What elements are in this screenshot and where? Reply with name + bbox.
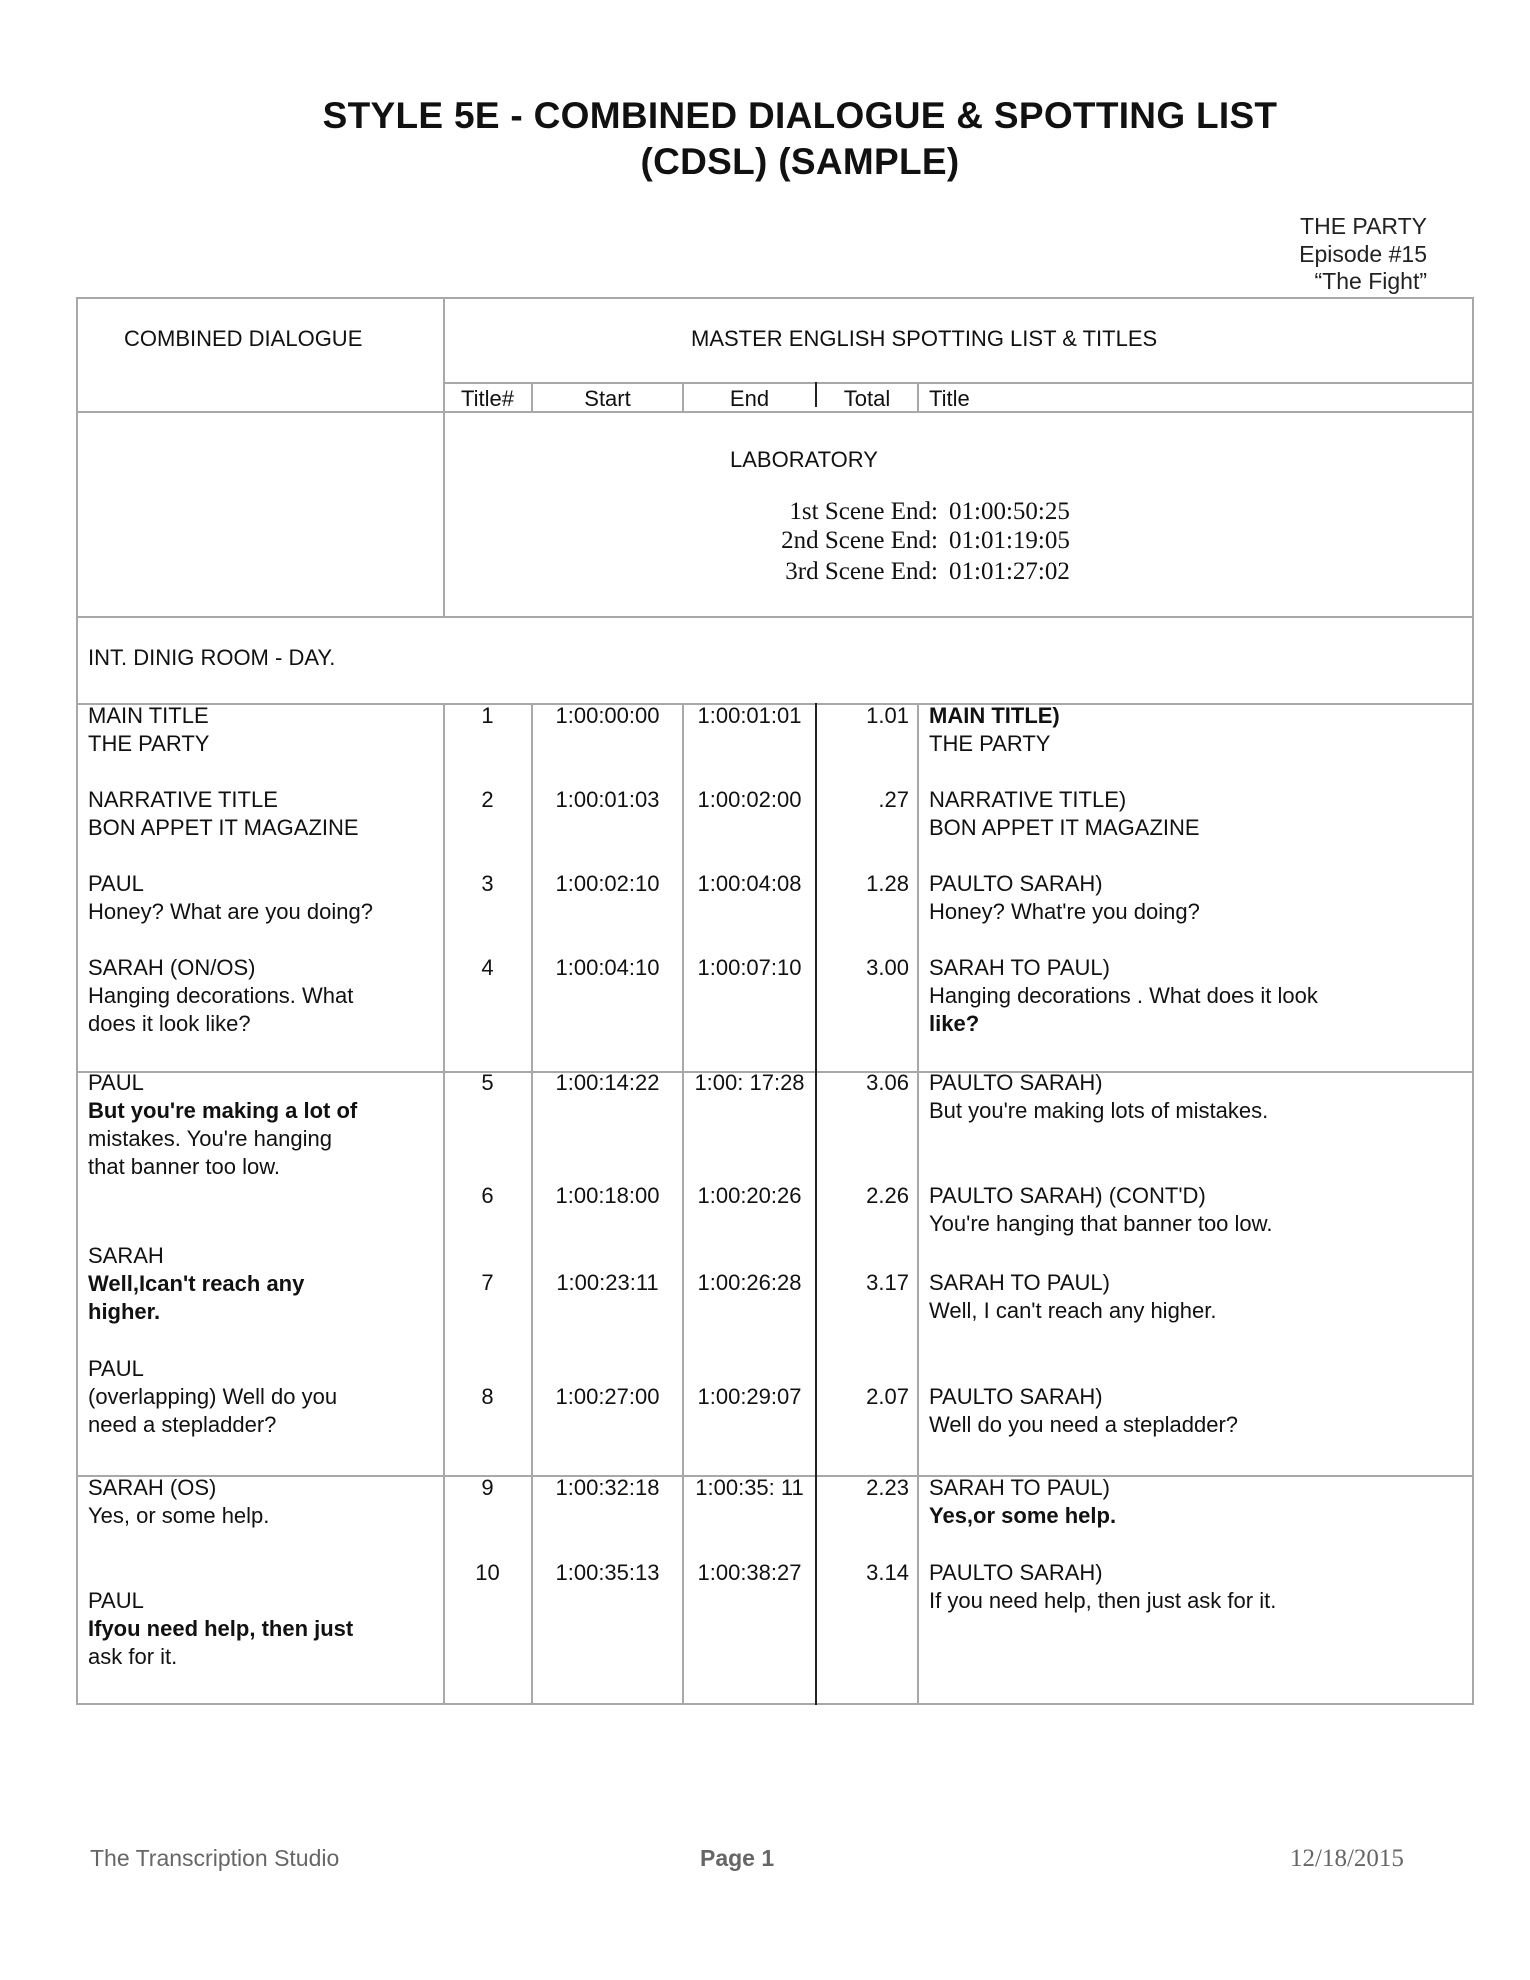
title-start: 1:00:01:03 [555,787,660,812]
title-number: 4 [481,955,494,980]
scene-end-time: 01:01:27:02 [949,558,1070,585]
laboratory-label: LABORATORY [730,447,878,472]
title-text: like? [929,1011,980,1036]
dialogue-line: THE PARTY [88,731,210,756]
dialogue-speaker: NARRATIVE TITLE [88,787,278,812]
col-header-end: End [729,386,770,411]
title-start: 1:00:02:10 [555,871,660,896]
dialogue-speaker: SARAH (ON/OS) [88,955,256,980]
title-number: 5 [481,1070,494,1095]
footer-studio: The Transcription Studio [90,1845,340,1871]
title-speaker: PAULTO SARAH) [929,1070,1103,1095]
title-total: 1.28 [866,871,909,896]
title-end: 1:00:38:27 [697,1560,802,1585]
scene-end-time: 01:01:19:05 [949,527,1070,554]
col-header-titleno: Title# [461,386,514,411]
title-text: BON APPET IT MAGAZINE [929,815,1200,840]
dialogue-line: ask for it. [88,1644,178,1669]
dialogue-line: that banner too low. [88,1154,281,1179]
dialogue-speaker: MAIN TITLE [88,703,209,728]
master-spotting-header: MASTER ENGLISH SPOTTING LIST & TITLES [691,326,1158,351]
title-number: 7 [481,1270,494,1295]
scene-heading: INT. DINIG ROOM - DAY. [88,645,336,670]
title-number: 2 [481,787,494,812]
footer-page: Page 1 [700,1845,775,1871]
footer-date: 12/18/2015 [1290,1845,1404,1872]
table-border-top [76,297,1474,299]
title-text: You're hanging that banner too low. [929,1211,1273,1236]
column-header-divider-left [76,411,446,413]
table-border-right [1472,297,1474,1705]
dialogue-speaker: SARAH [88,1243,164,1268]
title-start: 1:00:27:00 [555,1384,660,1409]
title-end: 1:00:07:10 [697,955,802,980]
scene-end-time: 01:00:50:25 [949,498,1070,525]
dialogue-speaker: PAUL [88,871,144,896]
dialogue-speaker: PAUL [88,1070,144,1095]
title-total: 2.07 [866,1384,909,1409]
title-end: 1:00:04:08 [697,871,802,896]
title-start: 1:00:23:11 [556,1270,659,1295]
title-number: 9 [481,1475,494,1500]
title-start: 1:00:04:10 [555,955,660,980]
title-speaker: SARAH TO PAUL) [929,1475,1110,1500]
title-speaker: PAULTO SARAH) (CONT'D) [929,1183,1206,1208]
col-header-start: Start [584,386,631,411]
title-speaker: PAULTO SARAH) [929,871,1103,896]
dialogue-line: Honey? What are you doing? [88,899,373,924]
title-speaker: SARAH TO PAUL) [929,1270,1110,1295]
episode-title: “The Fight” [1314,268,1427,294]
col-divider-total [917,703,919,1705]
dialogue-line: Well,Ican't reach any [88,1271,305,1296]
title-text: Hanging decorations . What does it look [929,983,1318,1008]
title-end: 1:00: 17:28 [694,1070,805,1095]
dialogue-divider-top [443,297,445,618]
dialogue-line: Hanging decorations. What [88,983,354,1008]
document-title-line2: (CDSL) (SAMPLE) [640,141,960,182]
title-start: 1:00:14:22 [555,1070,660,1095]
table-border-bottom [76,1703,1474,1705]
title-start: 1:00:32:18 [555,1475,660,1500]
table-border-left [76,297,78,1705]
title-text: Well, I can't reach any higher. [929,1298,1217,1323]
title-end: 1:00:29:07 [697,1384,802,1409]
title-text: But you're making lots of mistakes. [929,1098,1269,1123]
title-speaker: SARAH TO PAUL) [929,955,1110,980]
dialogue-line: BON APPET IT MAGAZINE [88,815,359,840]
document-title-line1: STYLE 5E - COMBINED DIALOGUE & SPOTTING LIST [322,95,1278,136]
spotting-table [76,297,1474,1705]
title-text: Well do you need a stepladder? [929,1412,1239,1437]
scene-end-label: 1st Scene End: [789,498,938,525]
title-number: 3 [481,871,494,896]
title-end: 1:00:35: 11 [695,1475,804,1500]
title-start: 1:00:00:00 [555,703,660,728]
title-end: 1:00:26:28 [697,1270,802,1295]
title-text: Yes,or some help. [929,1503,1117,1528]
title-total: 3.14 [866,1560,909,1585]
dialogue-line: Ifyou need help, then just [88,1616,354,1641]
dialogue-line: mistakes. You're hanging [88,1126,332,1151]
title-total: 3.00 [866,955,909,980]
dialogue-line: But you're making a lot of [88,1098,358,1123]
dialogue-speaker: SARAH (OS) [88,1475,217,1500]
title-total: 2.23 [866,1475,909,1500]
title-speaker: NARRATIVE TITLE) [929,787,1127,812]
title-speaker: MAIN TITLE) [929,703,1060,728]
dialogue-speaker: PAUL [88,1356,144,1381]
title-total: 3.17 [866,1270,909,1295]
col-divider-total-header [917,382,919,413]
scene-end-label: 3rd Scene End: [785,558,938,585]
title-start: 1:00:18:00 [555,1183,660,1208]
show-name: THE PARTY [1300,213,1427,239]
episode-number: Episode #15 [1299,241,1427,267]
title-end: 1:00:02:00 [697,787,802,812]
title-number: 1 [481,703,494,728]
dialogue-line: (overlapping) Well do you [88,1384,338,1409]
laboratory-bottom-rule [76,616,1474,618]
title-text: If you need help, then just ask for it. [929,1588,1277,1613]
title-number: 10 [475,1560,500,1585]
title-number: 8 [481,1384,494,1409]
col-header-title: Title [929,386,970,411]
dialogue-line: does it look like? [88,1011,251,1036]
title-start: 1:00:35:13 [555,1560,660,1585]
col-header-total: Total [843,386,891,411]
title-total: .27 [878,787,909,812]
title-text: THE PARTY [929,731,1051,756]
dialogue-line: need a stepladder? [88,1412,277,1437]
title-end: 1:00:01:01 [697,703,802,728]
title-number: 6 [481,1183,494,1208]
scene-end-label: 2nd Scene End: [781,527,938,554]
title-speaker: PAULTO SARAH) [929,1560,1103,1585]
title-end: 1:00:20:26 [697,1183,802,1208]
dialogue-line: higher. [88,1299,161,1324]
dialogue-speaker: PAUL [88,1588,144,1613]
title-total: 3.06 [866,1070,909,1095]
title-text: Honey? What're you doing? [929,899,1200,924]
title-total: 2.26 [866,1183,909,1208]
header-divider [444,382,1474,384]
title-total: 1.01 [866,703,909,728]
title-speaker: PAULTO SARAH) [929,1384,1103,1409]
combined-dialogue-header: COMBINED DIALOGUE [124,326,363,351]
dialogue-line: Yes, or some help. [88,1503,270,1528]
